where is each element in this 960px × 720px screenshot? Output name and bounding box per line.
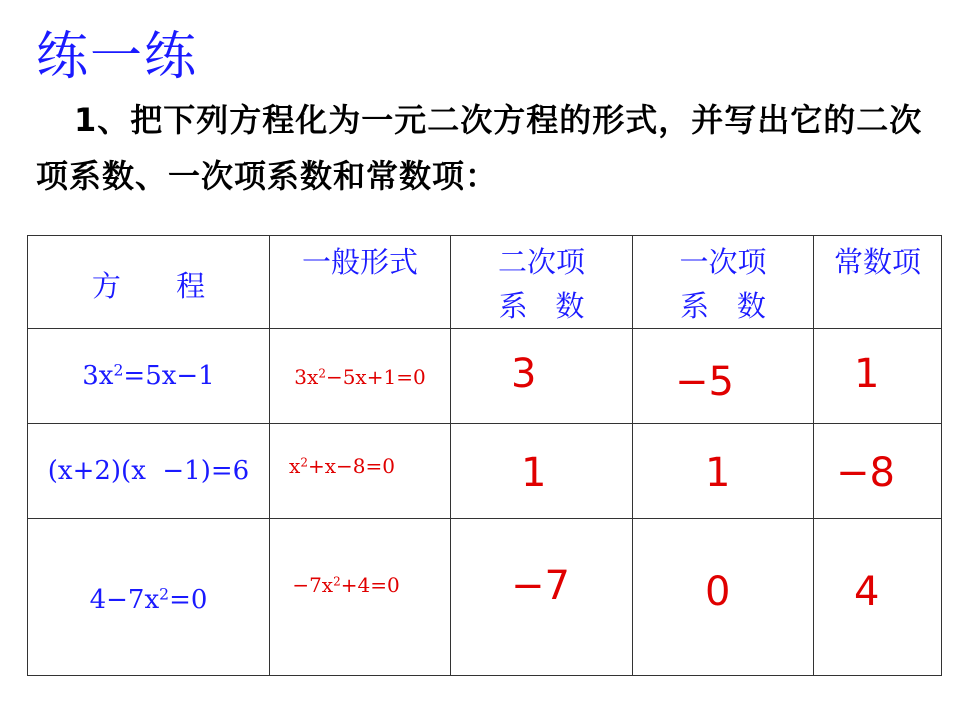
constant-cell bbox=[814, 329, 942, 424]
header-quadratic-coef-line1: 二次项 bbox=[497, 245, 585, 279]
constant-value: 4 bbox=[854, 569, 880, 615]
general-part: +4=0 bbox=[340, 573, 400, 597]
header-constant-label: 常数项 bbox=[833, 245, 921, 279]
general-form-text bbox=[242, 573, 450, 597]
quadratic-coef-cell bbox=[451, 329, 633, 424]
table-row bbox=[28, 329, 942, 424]
exponent: 2 bbox=[333, 574, 341, 589]
general-form-text bbox=[270, 365, 450, 389]
general-part: x bbox=[289, 454, 301, 478]
header-equation-label: 方 程 bbox=[91, 269, 206, 303]
general-part: −7x bbox=[292, 573, 334, 597]
quadratic-coef-value: −7 bbox=[511, 563, 570, 609]
header-constant bbox=[814, 236, 942, 329]
constant-cell bbox=[814, 519, 942, 676]
exponent: 2 bbox=[318, 366, 326, 381]
equation-part: =0 bbox=[169, 585, 208, 615]
equation-part: 3x bbox=[82, 361, 114, 391]
equation-cell bbox=[28, 329, 270, 424]
equation-part: (x+2)(x −1)=6 bbox=[47, 456, 250, 486]
equation-text bbox=[28, 361, 269, 391]
linear-coef-cell bbox=[633, 329, 814, 424]
table-row bbox=[28, 519, 942, 676]
general-form-cell bbox=[270, 519, 451, 676]
table-row bbox=[28, 424, 942, 519]
header-linear-coef-line2: 系 数 bbox=[680, 289, 766, 323]
exponent: 2 bbox=[159, 585, 170, 604]
general-form-cell bbox=[270, 329, 451, 424]
general-form-cell bbox=[270, 424, 451, 519]
exponent: 2 bbox=[300, 455, 308, 470]
constant-value: −8 bbox=[836, 450, 895, 496]
equation-part: =5x−1 bbox=[123, 361, 215, 391]
table-header-row bbox=[28, 236, 942, 329]
linear-coef-value: 0 bbox=[705, 569, 731, 615]
header-general-form bbox=[270, 236, 451, 329]
header-linear-coef-line1: 一次项 bbox=[679, 245, 767, 279]
equation-text bbox=[28, 585, 269, 615]
equation-part: 4−7x bbox=[89, 585, 160, 615]
linear-coef-value: 1 bbox=[705, 450, 731, 496]
equation-text bbox=[28, 456, 269, 486]
general-form-text bbox=[234, 454, 450, 478]
constant-value: 1 bbox=[854, 351, 880, 397]
header-linear-coef bbox=[633, 236, 814, 329]
quadratic-coef-cell bbox=[451, 519, 633, 676]
general-part: 3x bbox=[294, 365, 319, 389]
linear-coef-value: −5 bbox=[675, 359, 734, 405]
general-part: −5x+1=0 bbox=[325, 365, 426, 389]
equation-cell bbox=[28, 519, 270, 676]
header-quadratic-coef bbox=[451, 236, 633, 329]
header-general-form-label: 一般形式 bbox=[301, 245, 418, 279]
quadratic-coef-value: 1 bbox=[521, 450, 547, 496]
header-equation bbox=[28, 236, 270, 329]
quadratic-coef-value: 3 bbox=[511, 351, 537, 397]
page-title: 练一练 bbox=[36, 27, 199, 87]
linear-coef-cell bbox=[633, 424, 814, 519]
header-quadratic-coef-line2: 系 数 bbox=[498, 289, 585, 323]
constant-cell bbox=[814, 424, 942, 519]
coefficient-table bbox=[27, 235, 942, 676]
exponent: 2 bbox=[113, 361, 124, 380]
linear-coef-cell bbox=[633, 519, 814, 676]
quadratic-coef-cell bbox=[451, 424, 633, 519]
instruction-text: 1、把下列方程化为一元二次方程的形式，并写出它的二次项系数、一次项系数和常数项： bbox=[36, 101, 923, 195]
general-part: +x−8=0 bbox=[307, 454, 395, 478]
